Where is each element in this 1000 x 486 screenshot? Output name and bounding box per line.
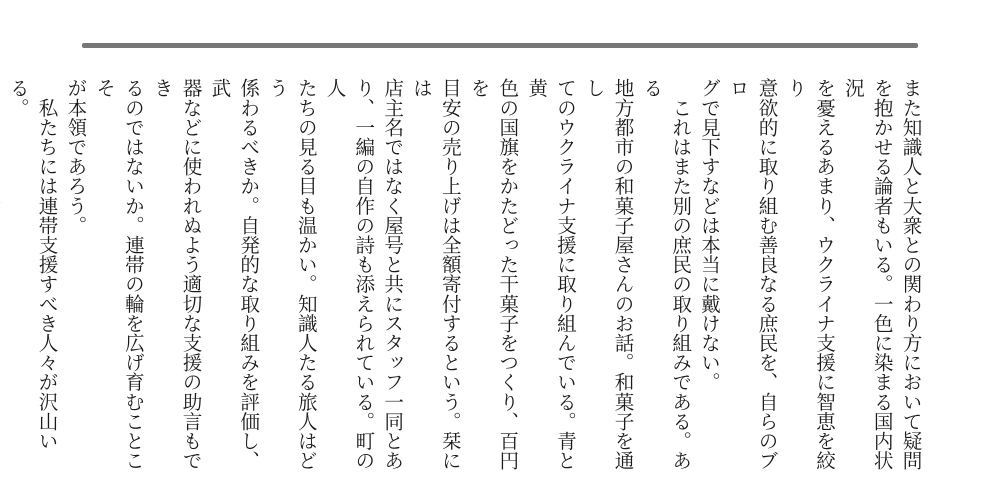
top-divider-rule [82, 43, 918, 48]
article-paragraph-2: これはまた別の庶民の取り組みである。ある 地方都市の和菓子屋さんのお話。和菓子を通し てのウクライナ支援に取り組んでいる。青と黄 色の国旗をかたどった干菓子をつくり、百円を 目安の売り上げは全額寄付するという。栞には 店主名ではなく屋号と共にスタッフ一同とあ り、一編の自作の詩も添えられている。町の人 たちの見る目も温かい。知識人たる旅人はどう 係わるべきか。自発的な取り組みを評価し、武 器などに使われぬよう適切な支援の助言もでき るのではないか。連帯の輪を広げ育むことこそ が本領であろう。 [63, 78, 692, 470]
article-paragraph-1: また知識人と大衆との関わり方において疑問 を抱かせる論者もいる。一色に染まる国内状況 を憂えるあまり、ウクライナ支援に智恵を絞り 意欲的に取り組む善良なる庶民を、自らのブロ グで見下すなどは本当に戴けない。 [697, 78, 922, 470]
article-paragraph-3: 私たちには連帯支援すべき人々が沢山いる。 [6, 78, 59, 451]
vertical-article-text [6, 78, 924, 476]
